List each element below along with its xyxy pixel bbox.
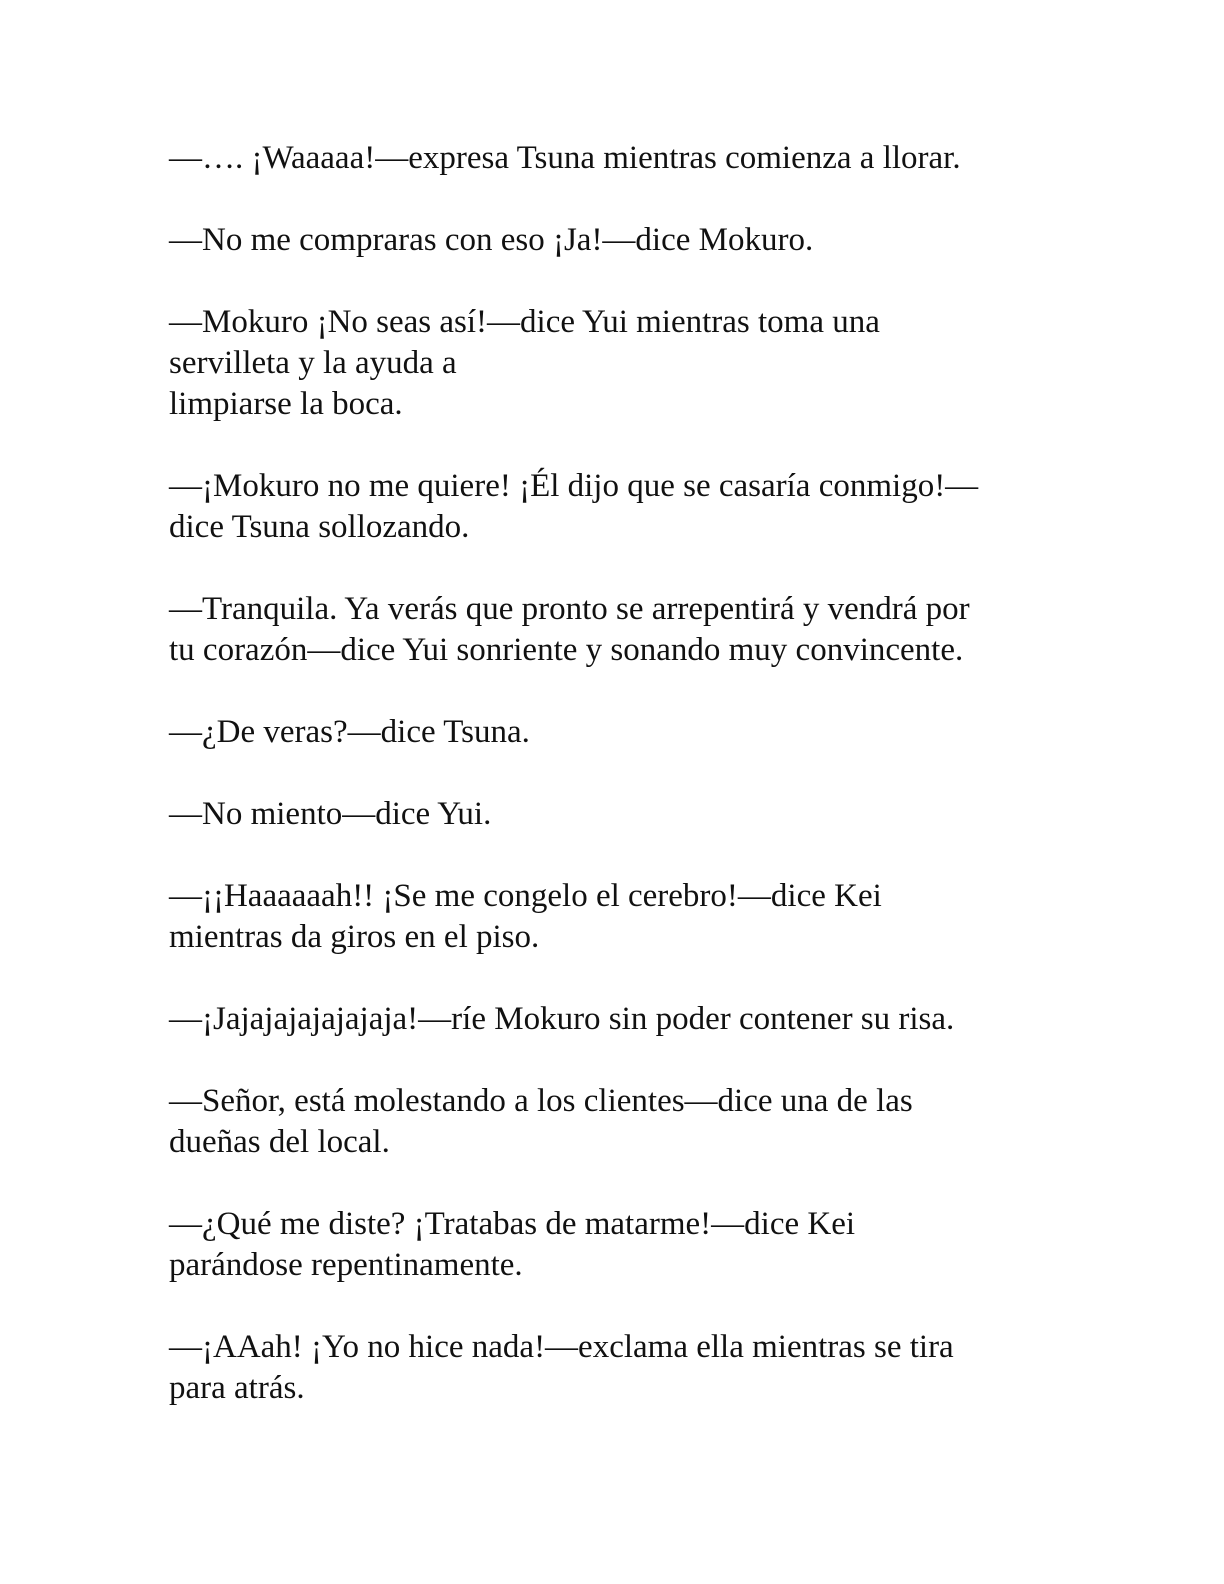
text-line: —¡¡Haaaaaah!! ¡Se me congelo el cerebro!—dice Kei: [169, 878, 882, 914]
paragraph: [169, 794, 1069, 835]
paragraph: [169, 466, 1069, 548]
text-line: —…. ¡Waaaaa!—expresa Tsuna mientras comienza a llorar.: [169, 140, 961, 176]
text-line: —Señor, está molestando a los clientes—dice una de las: [169, 1083, 913, 1119]
text-line: limpiarse la boca.: [169, 386, 403, 422]
text-line: —Tranquila. Ya verás que pronto se arrepentirá y vendrá por: [169, 591, 970, 627]
paragraph: [169, 302, 1069, 425]
paragraph: [169, 1081, 1069, 1163]
text-line: dice Tsuna sollozando.: [169, 509, 470, 545]
paragraph: [169, 138, 1069, 179]
text-line: —¡Mokuro no me quiere! ¡Él dijo que se casaría conmigo!—: [169, 468, 979, 504]
text-line: —¿Qué me diste? ¡Tratabas de matarme!—dice Kei: [169, 1206, 856, 1242]
text-line: parándose repentinamente.: [169, 1247, 523, 1283]
text-line: —¡AAah! ¡Yo no hice nada!—exclama ella mientras se tira: [169, 1329, 954, 1365]
paragraph: [169, 1204, 1069, 1286]
paragraph: [169, 876, 1069, 958]
paragraph: [169, 712, 1069, 753]
text-line: —¡Jajajajajajajaja!—ríe Mokuro sin poder contener su risa.: [169, 1001, 955, 1037]
text-line: tu corazón—dice Yui sonriente y sonando muy convincente.: [169, 632, 964, 668]
text-line: servilleta y la ayuda a: [169, 345, 457, 381]
paragraph: [169, 589, 1069, 671]
text-line: para atrás.: [169, 1370, 305, 1406]
paragraph: [169, 1327, 1069, 1409]
body-text: [169, 138, 1069, 1409]
text-line: —¿De veras?—dice Tsuna.: [169, 714, 530, 750]
text-line: —No miento—dice Yui.: [169, 796, 492, 832]
text-line: dueñas del local.: [169, 1124, 390, 1160]
text-line: —No me compraras con eso ¡Ja!—dice Mokuro.: [169, 222, 814, 258]
paragraph: [169, 220, 1069, 261]
text-line: mientras da giros en el piso.: [169, 919, 540, 955]
text-line: —Mokuro ¡No seas así!—dice Yui mientras toma una: [169, 304, 880, 340]
paragraph: [169, 999, 1069, 1040]
